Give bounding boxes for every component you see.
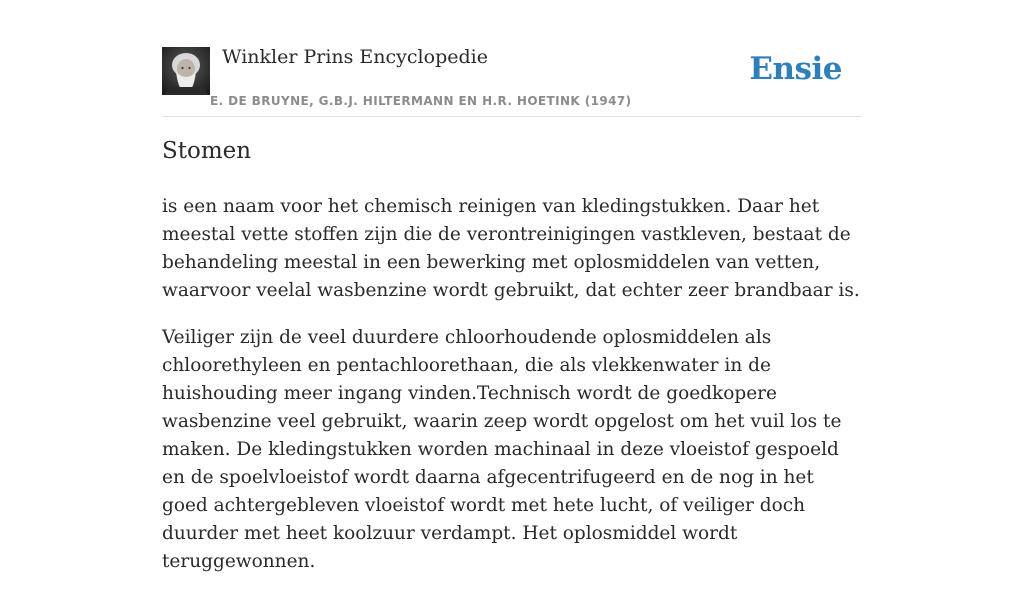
author-avatar[interactable]: [162, 47, 210, 95]
authors-line: E. DE BRUYNE, G.B.J. HILTERMANN EN H.R. HOETINK (1947): [210, 94, 632, 108]
article-body: [162, 193, 862, 595]
author-portrait-icon: [162, 47, 210, 95]
article-title: Stomen: [162, 138, 252, 164]
article-paragraph: Veiliger zijn de veel duurdere chloorhoudende oplosmiddelen als chloorethyleen en pentachloorethaan, die als vlekkenwater in de huishouding meer ingang vinden.Technisch wordt de goedkopere wasbenzine veel gebruikt, waarin zeep wordt opgelost om het vuil los te maken. De kledingstukken worden machinaal in deze vloeistof gespoeld en de spoelvloeistof wordt daarna afgecentrifugeerd en de nog in het goed achtergebleven vloeistof wordt met hete lucht, of veiliger doch duurder met heet koolzuur verdampt. Het oplosmiddel wordt teruggewonnen.: [162, 327, 842, 572]
site-title[interactable]: Winkler Prins Encyclopedie: [222, 46, 488, 68]
site-header: [162, 44, 862, 117]
brand-logo[interactable]: Ensie: [749, 51, 842, 87]
article-paragraph: is een naam voor het chemisch reinigen van kledingstukken. Daar het meestal vette stoffen zijn die de verontreinigingen vastkleven, bestaat de behandeling meestal in een bewerking met oplosmiddelen van vetten, waarvoor veelal wasbenzine wordt gebruikt, dat echter zeer brandbaar is.: [162, 196, 860, 301]
